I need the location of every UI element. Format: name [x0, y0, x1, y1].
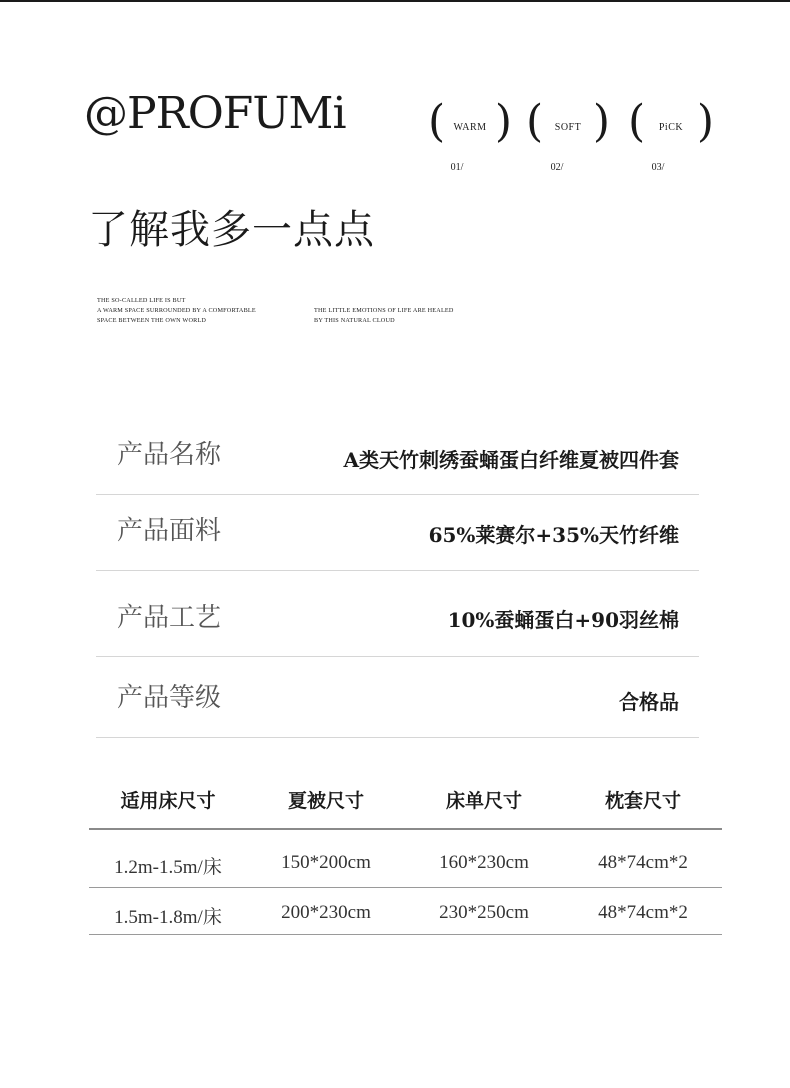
left-paren-icon: ( [526, 96, 544, 147]
spec-label: 产品面料 [117, 516, 222, 546]
spec-value: 65%莱赛尔+35%天竹纤维 [428, 523, 679, 547]
table-row [89, 888, 722, 935]
left-paren-icon: ( [428, 96, 446, 147]
column-header: 夏被尺寸 [287, 790, 364, 812]
right-paren-icon: ) [494, 96, 512, 147]
right-paren-icon: ) [592, 96, 610, 147]
left-paren-icon: ( [628, 96, 646, 147]
table-cell: 1.5m-1.8m/床 [114, 907, 222, 928]
pill-pick [628, 96, 714, 150]
table-cell: 1.2m-1.5m/床 [114, 857, 222, 878]
table-cell: 48*74cm*2 [598, 852, 688, 873]
tagline-right: THE LITTLE EMOTIONS OF LIFE ARE HEALED BY THIS NATURAL CLOUD [314, 307, 454, 324]
table-cell: 160*230cm [439, 852, 529, 873]
pill-soft [526, 96, 610, 150]
spec-row-name [96, 420, 699, 495]
table-cell: 48*74cm*2 [598, 902, 688, 923]
pill-number: 01/ [450, 162, 464, 173]
pill-number: 03/ [651, 162, 665, 173]
spec-value: 10%蚕蛹蛋白+90羽丝棉 [447, 608, 679, 632]
page-title: 了解我多一点点 [88, 207, 375, 253]
table-cell: 150*200cm [281, 852, 371, 873]
column-header: 适用床尺寸 [120, 790, 216, 812]
column-header: 枕套尺寸 [604, 790, 681, 812]
table-row [89, 830, 722, 888]
pill-word: WARM [453, 122, 487, 133]
spec-label: 产品等级 [117, 683, 222, 713]
spec-label: 产品名称 [117, 440, 222, 470]
pill-word: PiCK [658, 122, 684, 133]
spec-row-craft [96, 571, 699, 657]
size-table-header [89, 780, 722, 830]
size-table [89, 780, 722, 935]
top-divider [0, 0, 790, 2]
spec-row-grade [96, 657, 699, 738]
brand-logo: @PROFUMi [84, 88, 346, 139]
pill-word: SOFT [554, 122, 582, 133]
table-cell: 230*250cm [439, 902, 529, 923]
tagline-left: THE SO-CALLED LIFE IS BUT A WARM SPACE SURROUNDED BY A COMFORTABLE SPACE BETWEEN THE OWN WORLD [97, 297, 256, 324]
spec-value: 合格品 [619, 690, 679, 714]
spec-row-fabric [96, 495, 699, 571]
right-paren-icon: ) [696, 96, 714, 147]
spec-value: A类天竹刺绣蚕蛹蛋白纤维夏被四件套 [343, 448, 679, 472]
pill-warm [428, 96, 512, 150]
spec-label: 产品工艺 [117, 603, 222, 633]
table-cell: 200*230cm [281, 902, 371, 923]
column-header: 床单尺寸 [445, 790, 522, 812]
pill-number: 02/ [550, 162, 564, 173]
